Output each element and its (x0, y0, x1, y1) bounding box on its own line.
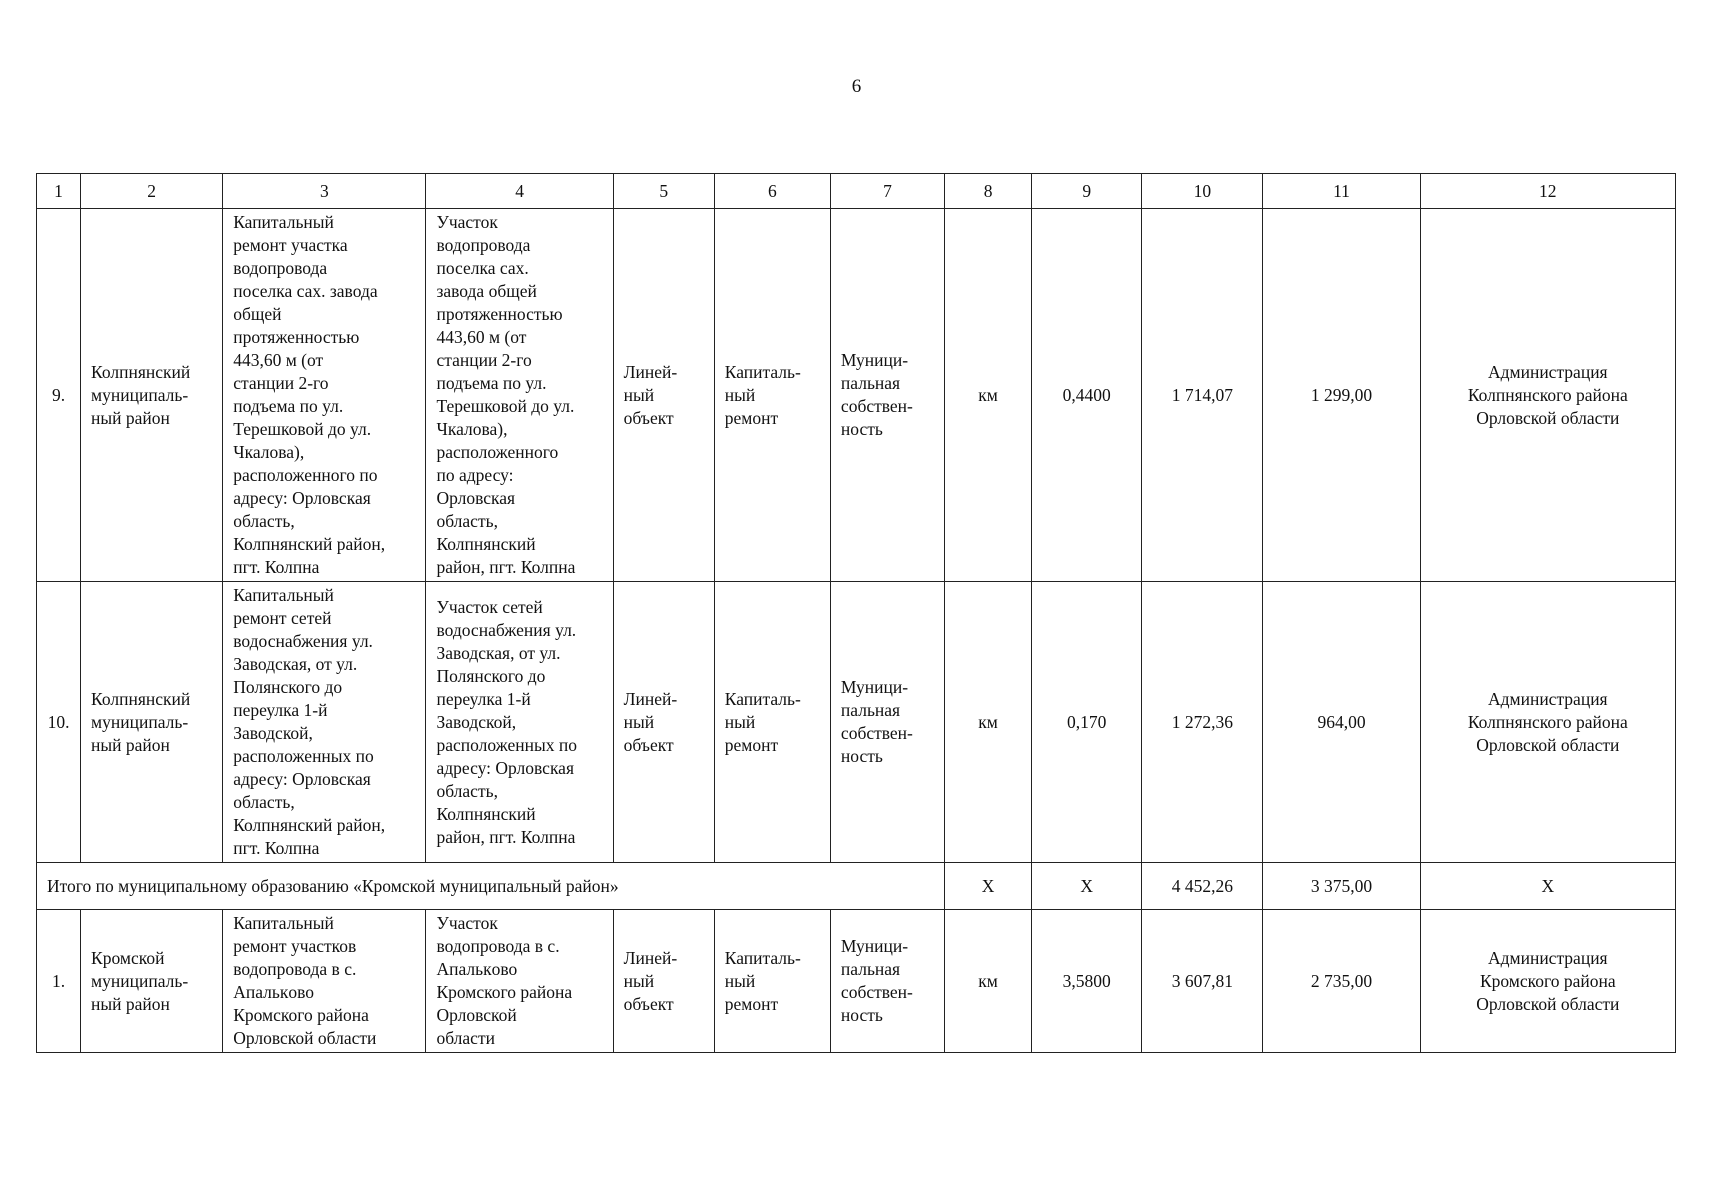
page-number: 6 (851, 76, 862, 97)
header-row (37, 174, 1676, 209)
district-cell: Колпнянский муниципаль- ный район (81, 582, 223, 863)
ownership-cell: Муници- пальная собствен- ность (830, 910, 944, 1053)
work-kind-cell: Капиталь- ный ремонт (714, 582, 830, 863)
work-description-cell: Капитальный ремонт участка водопровода поселка сах. завода общей протяженностью 443,60 м (от станции 2-го подъема по ул. Терешковой до ул. Чкалова), расположенного по адресу: Орловская область, Колпнянский район, пгт. Колпна (223, 209, 426, 582)
customer-cell: Администрация Кромского района Орловской области (1420, 910, 1675, 1053)
header-cell: 1 (37, 174, 81, 209)
customer-cell: Администрация Колпнянского района Орловской области (1420, 209, 1675, 582)
ownership-cell: Муници- пальная собствен- ность (830, 582, 944, 863)
capacity-cell: 3,5800 (1032, 910, 1142, 1053)
object-type-cell: Линей- ный объект (613, 582, 714, 863)
header-cell: 2 (81, 174, 223, 209)
district-cell: Колпнянский муниципаль- ный район (81, 209, 223, 582)
work-description-cell: Капитальный ремонт участков водопровода в с. Апалькoво Кромского района Орловской области (223, 910, 426, 1053)
row-number: 10. (37, 582, 81, 863)
header-cell: 10 (1142, 174, 1263, 209)
work-description-cell: Капитальный ремонт сетей водоснабжения ул. Заводская, от ул. Полянского до переулка 1-й Заводской, расположенных по адресу: Орловская область, Колпнянский район, пгт. Колпна (223, 582, 426, 863)
works-table (36, 173, 1676, 1053)
total-row (37, 863, 1676, 910)
object-type-cell: Линей- ный объект (613, 910, 714, 1053)
table-row (37, 910, 1676, 1053)
object-description-cell: Участок водопровода поселка сах. завода общей протяженностью 443,60 м (от станции 2-го подъема по ул. Терешковой до ул. Чкалова), расположенного по адресу: Орловская область, Колпнянский район, пгт. Колпна (426, 209, 613, 582)
unit-cell: км (945, 209, 1032, 582)
total-cost-total: 4 452,26 (1142, 863, 1263, 910)
object-description-cell: Участок сетей водоснабжения ул. Заводская, от ул. Полянского до переулка 1-й Заводской, расположенных по адресу: Орловская область, Колпнянский район, пгт. Колпна (426, 582, 613, 863)
header-cell: 6 (714, 174, 830, 209)
object-description-cell: Участок водопровода в с. Апалькoво Кромского района Орловской области (426, 910, 613, 1053)
object-type-cell: Линей- ный объект (613, 209, 714, 582)
header-cell: 7 (830, 174, 944, 209)
header-cell: 12 (1420, 174, 1675, 209)
capacity-cell: 0,170 (1032, 582, 1142, 863)
table-row (37, 582, 1676, 863)
work-kind-cell: Капиталь- ный ремонт (714, 209, 830, 582)
cost-total-cell: 1 714,07 (1142, 209, 1263, 582)
unit-cell: км (945, 910, 1032, 1053)
total-label: Итого по муниципальному образованию «Кромской муниципальный район» (37, 863, 945, 910)
unit-cell: км (945, 582, 1032, 863)
cost-total-cell: 1 272,36 (1142, 582, 1263, 863)
header-cell: 3 (223, 174, 426, 209)
cost-total-cell: 3 607,81 (1142, 910, 1263, 1053)
total-col-9: X (1032, 863, 1142, 910)
work-kind-cell: Капиталь- ный ремонт (714, 910, 830, 1053)
header-cell: 4 (426, 174, 613, 209)
header-cell: 9 (1032, 174, 1142, 209)
table-row (37, 209, 1676, 582)
cost-funds-cell: 2 735,00 (1263, 910, 1420, 1053)
row-number: 9. (37, 209, 81, 582)
total-col-8: X (945, 863, 1032, 910)
total-cost-funds: 3 375,00 (1263, 863, 1420, 910)
header-cell: 5 (613, 174, 714, 209)
customer-cell: Администрация Колпнянского района Орловской области (1420, 582, 1675, 863)
total-col-12: X (1420, 863, 1675, 910)
district-cell: Кромской муниципаль- ный район (81, 910, 223, 1053)
cost-funds-cell: 1 299,00 (1263, 209, 1420, 582)
ownership-cell: Муници- пальная собствен- ность (830, 209, 944, 582)
capacity-cell: 0,4400 (1032, 209, 1142, 582)
header-cell: 11 (1263, 174, 1420, 209)
cost-funds-cell: 964,00 (1263, 582, 1420, 863)
header-cell: 8 (945, 174, 1032, 209)
row-number: 1. (37, 910, 81, 1053)
